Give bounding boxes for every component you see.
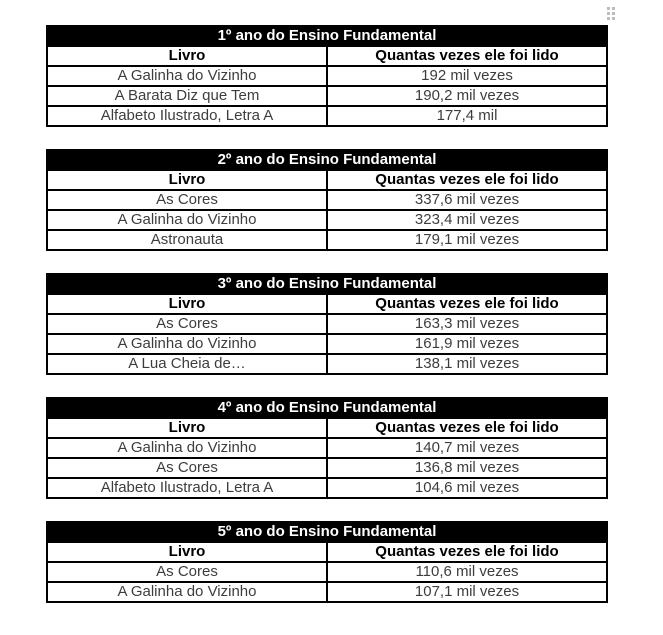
book-title: As Cores (47, 190, 327, 210)
column-header-livro: Livro (47, 418, 327, 438)
table-4-ano (46, 397, 608, 499)
drag-handle-dot (607, 7, 610, 10)
table-title: 3º ano do Ensino Fundamental (47, 274, 607, 294)
document-page (46, 25, 608, 603)
read-count: 192 mil vezes (327, 66, 607, 86)
table-row (47, 354, 607, 374)
read-count: 337,6 mil vezes (327, 190, 607, 210)
table-title: 4º ano do Ensino Fundamental (47, 398, 607, 418)
table-title: 2º ano do Ensino Fundamental (47, 150, 607, 170)
book-title: Astronauta (47, 230, 327, 250)
table-row (47, 562, 607, 582)
book-title: A Lua Cheia de… (47, 354, 327, 374)
table-row (47, 334, 607, 354)
table-row (47, 106, 607, 126)
read-count: 179,1 mil vezes (327, 230, 607, 250)
read-count: 107,1 mil vezes (327, 582, 607, 602)
drag-handle-dot (612, 7, 615, 10)
read-count: 140,7 mil vezes (327, 438, 607, 458)
column-header-reads: Quantas vezes ele foi lido (327, 418, 607, 438)
column-header-reads: Quantas vezes ele foi lido (327, 294, 607, 314)
table-row (47, 458, 607, 478)
book-title: A Galinha do Vizinho (47, 334, 327, 354)
book-title: Alfabeto Ilustrado, Letra A (47, 478, 327, 498)
read-count: 136,8 mil vezes (327, 458, 607, 478)
table-row (47, 190, 607, 210)
book-title: A Galinha do Vizinho (47, 582, 327, 602)
table-row (47, 582, 607, 602)
table-1-ano (46, 25, 608, 127)
column-header-livro: Livro (47, 170, 327, 190)
column-header-reads: Quantas vezes ele foi lido (327, 170, 607, 190)
table-title: 5º ano do Ensino Fundamental (47, 522, 607, 542)
table-row (47, 66, 607, 86)
read-count: 161,9 mil vezes (327, 334, 607, 354)
read-count: 190,2 mil vezes (327, 86, 607, 106)
table-row (47, 314, 607, 334)
drag-handle-dot (612, 17, 615, 20)
table-row (47, 230, 607, 250)
book-title: A Galinha do Vizinho (47, 66, 327, 86)
table-3-ano (46, 273, 608, 375)
read-count: 104,6 mil vezes (327, 478, 607, 498)
book-title: A Galinha do Vizinho (47, 210, 327, 230)
read-count: 163,3 mil vezes (327, 314, 607, 334)
column-header-reads: Quantas vezes ele foi lido (327, 542, 607, 562)
drag-handle-dot (612, 12, 615, 15)
drag-handle-icon[interactable] (606, 6, 620, 20)
read-count: 110,6 mil vezes (327, 562, 607, 582)
book-title: Alfabeto Ilustrado, Letra A (47, 106, 327, 126)
table-row (47, 210, 607, 230)
column-header-livro: Livro (47, 46, 327, 66)
table-row (47, 478, 607, 498)
read-count: 138,1 mil vezes (327, 354, 607, 374)
read-count: 323,4 mil vezes (327, 210, 607, 230)
column-header-livro: Livro (47, 294, 327, 314)
book-title: A Galinha do Vizinho (47, 438, 327, 458)
table-title: 1º ano do Ensino Fundamental (47, 26, 607, 46)
table-row (47, 438, 607, 458)
book-title: As Cores (47, 562, 327, 582)
table-row (47, 86, 607, 106)
book-title: As Cores (47, 458, 327, 478)
drag-handle-dot (607, 17, 610, 20)
book-title: As Cores (47, 314, 327, 334)
table-5-ano (46, 521, 608, 603)
drag-handle-dot (607, 12, 610, 15)
table-2-ano (46, 149, 608, 251)
read-count: 177,4 mil (327, 106, 607, 126)
column-header-reads: Quantas vezes ele foi lido (327, 46, 607, 66)
column-header-livro: Livro (47, 542, 327, 562)
book-title: A Barata Diz que Tem (47, 86, 327, 106)
